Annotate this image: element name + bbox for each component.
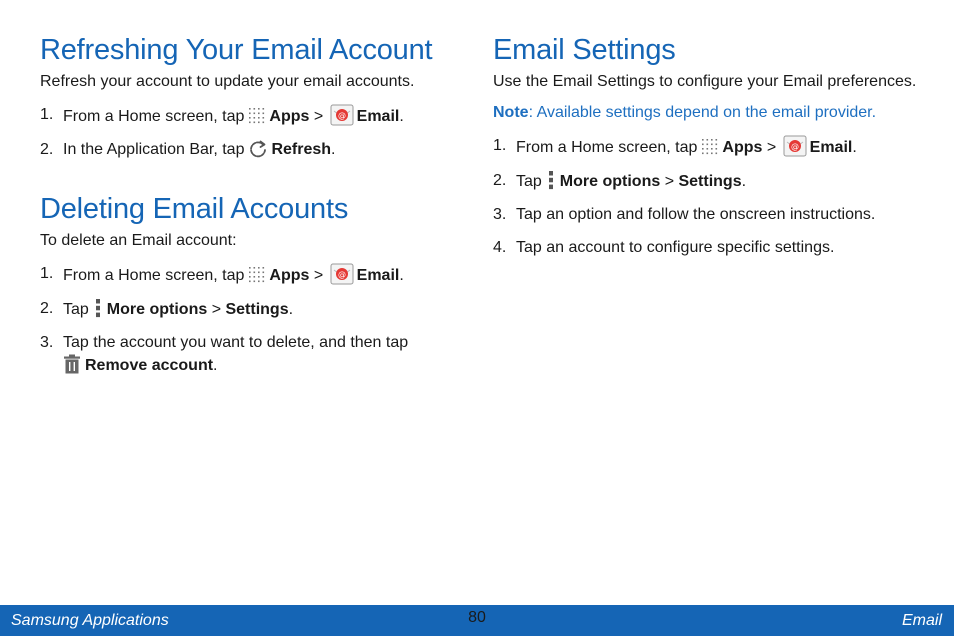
note-label: Note (493, 104, 529, 121)
list-item (40, 104, 460, 128)
step-text: From a Home screen, tap (63, 267, 245, 284)
step-text: Tap (516, 173, 542, 190)
step-end: . (288, 301, 294, 318)
refresh-steps (40, 104, 460, 161)
refresh-action-label: Refresh (271, 141, 332, 158)
step-number: 1. (40, 265, 54, 282)
step-text: Tap the account you want to delete, and then tap (63, 334, 409, 351)
list-item (40, 332, 460, 377)
settings-steps (493, 135, 923, 259)
note-text: : Available settings depend on the email provider. (528, 104, 877, 121)
apps-label: Apps (269, 267, 310, 284)
step-number: 2. (40, 300, 54, 317)
page-number: 80 (468, 609, 486, 626)
settings-section-title: Email Settings (493, 34, 676, 66)
settings-note (493, 102, 923, 124)
list-item (493, 237, 923, 259)
apps-grid-icon (247, 265, 267, 285)
settings-label: Settings (678, 173, 742, 190)
apps-label: Apps (269, 108, 310, 125)
refresh-section-title: Refreshing Your Email Account (40, 34, 433, 66)
list-item (493, 204, 923, 226)
settings-section (493, 32, 923, 259)
step-end: . (741, 173, 747, 190)
step-text: Tap an option and follow the onscreen instructions. (516, 206, 876, 223)
step-number: 1. (40, 106, 54, 123)
svg-text:@: @ (337, 111, 346, 120)
step-text: In the Application Bar, tap (63, 141, 245, 158)
settings-intro: Use the Email Settings to configure your Email preferences. (493, 73, 917, 90)
remove-account-label: Remove account (85, 357, 214, 374)
email-app-icon (330, 263, 354, 285)
more-options-icon (95, 298, 101, 318)
separator: > (766, 139, 777, 156)
step-number: 1. (493, 137, 507, 154)
step-number: 2. (493, 172, 507, 189)
email-app-icon (783, 135, 807, 157)
separator: > (211, 301, 222, 318)
email-label: Email (356, 108, 400, 125)
list-item (493, 135, 923, 159)
step-end: . (852, 139, 857, 156)
step-end: . (399, 267, 404, 284)
step-end: . (213, 357, 218, 374)
separator: > (313, 267, 324, 284)
step-number: 3. (40, 334, 54, 351)
delete-steps (40, 263, 460, 377)
more-options-label: More options (106, 301, 208, 318)
separator: > (664, 173, 675, 190)
step-end: . (331, 141, 336, 158)
svg-text:@: @ (790, 142, 799, 151)
apps-grid-icon (700, 137, 720, 157)
delete-intro: To delete an Email account: (40, 232, 237, 249)
email-app-icon (330, 104, 354, 126)
email-label: Email (356, 267, 400, 284)
step-number: 4. (493, 239, 507, 256)
apps-grid-icon (247, 106, 267, 126)
delete-section (40, 191, 460, 377)
step-text: Tap an account to configure specific settings. (516, 239, 835, 256)
apps-label: Apps (722, 139, 763, 156)
step-text: From a Home screen, tap (516, 139, 698, 156)
footer-section-label: Samsung Applications (11, 612, 169, 629)
more-options-label: More options (559, 173, 661, 190)
left-column (40, 32, 460, 377)
trash-icon (63, 354, 81, 374)
list-item (493, 170, 923, 193)
delete-section-title: Deleting Email Accounts (40, 193, 349, 225)
list-item (40, 298, 460, 321)
list-item (40, 263, 460, 287)
step-end: . (399, 108, 404, 125)
step-number: 2. (40, 141, 54, 158)
settings-label: Settings (225, 301, 289, 318)
list-item (40, 139, 460, 161)
email-label: Email (809, 139, 853, 156)
refresh-section (40, 32, 460, 161)
refresh-intro: Refresh your account to update your email accounts. (40, 73, 415, 90)
step-text: Tap (63, 301, 89, 318)
refresh-icon (248, 139, 268, 159)
footer-chapter-label: Email (901, 612, 942, 629)
svg-text:@: @ (337, 270, 346, 279)
separator: > (313, 108, 324, 125)
more-options-icon (548, 170, 554, 190)
step-number: 3. (493, 206, 507, 223)
step-text: From a Home screen, tap (63, 108, 245, 125)
right-column (493, 32, 923, 259)
